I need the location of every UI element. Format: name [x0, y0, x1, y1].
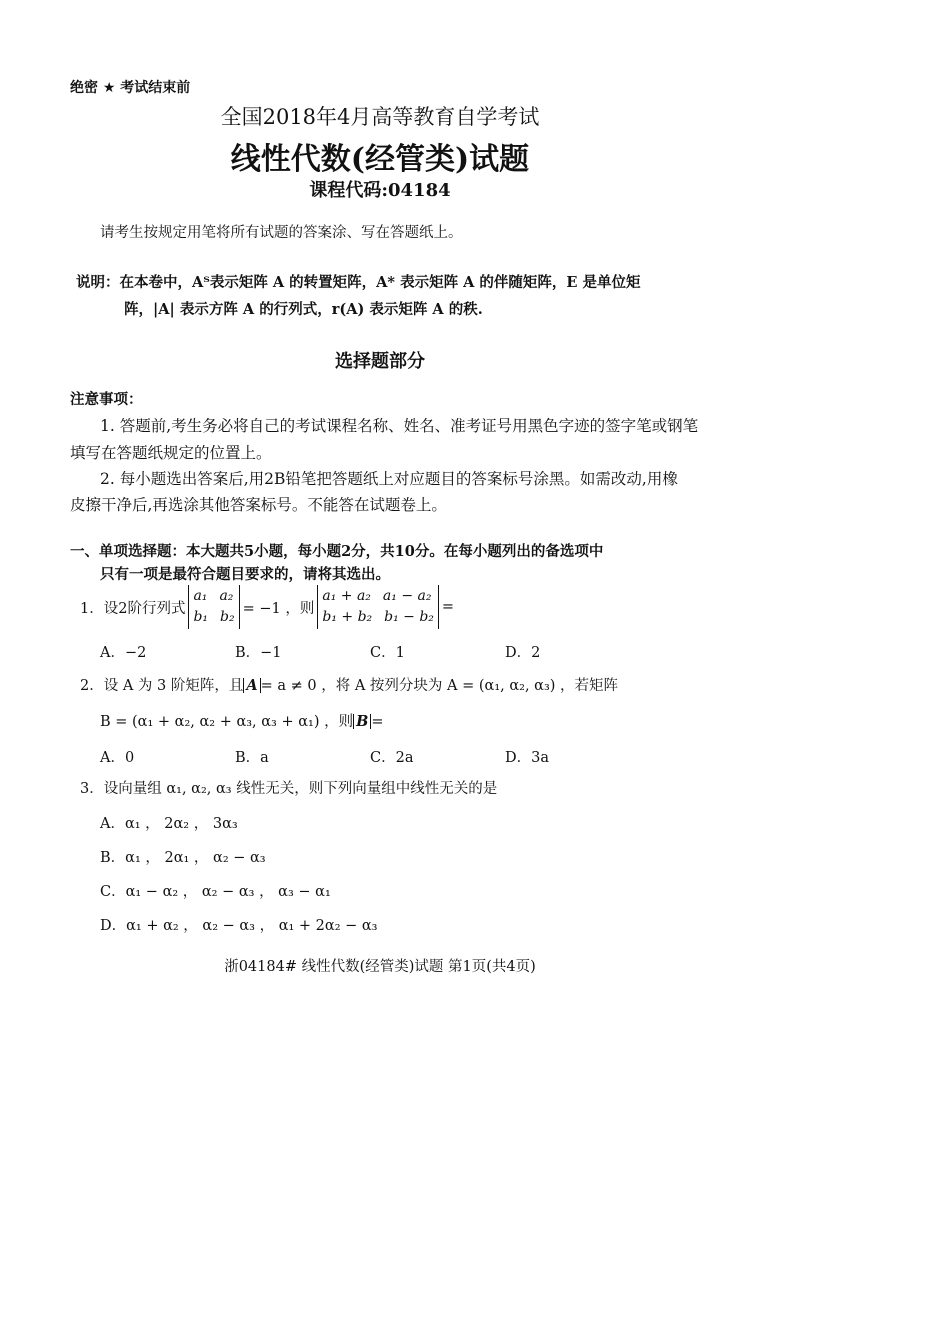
- q2-line2-a: B = (α₁ + α₂, α₂ + α₃, α₃ + α₁) ，则: [100, 714, 354, 730]
- q1-determinant-1: [188, 585, 239, 629]
- attention-heading: 注意事项：: [70, 391, 143, 408]
- det2-r1c2: a₁ − a₂: [382, 588, 432, 604]
- instruction-text: 请考生按规定用笔将所有试题的答案涂、写在答题纸上。: [100, 225, 463, 241]
- q2-abs-a: A: [243, 678, 260, 693]
- section-title: 选择题部分: [335, 351, 425, 372]
- q2-line2-b: =: [371, 714, 384, 730]
- q1-option-b: B．−1: [235, 645, 282, 661]
- q1-option-c: C．1: [370, 645, 405, 661]
- det1-r2c2: b₂: [220, 609, 235, 625]
- det1-r2c1: b₁: [193, 609, 209, 625]
- attention-item-1-line-1: 1. 答题前,考生务必将自己的考试课程名称、姓名、准考证号用黑色字迹的签字笔或钢笔: [100, 417, 699, 435]
- q3-option-a: A．α₁ ， 2α₂ ， 3α₃: [100, 816, 238, 832]
- question-2-line-2: [100, 710, 384, 731]
- det1-r1c2: a₂: [219, 588, 234, 604]
- q1-mid: = −1 ，则: [242, 600, 315, 617]
- q1-option-d: D．2: [505, 645, 541, 661]
- det2-r2c1: b₁ + b₂: [322, 609, 373, 625]
- notes-line-2: 阵，|A| 表示方阵 A 的行列式，r(A) 表示矩阵 A 的秩.: [124, 301, 483, 318]
- q2-option-c: C．2a: [370, 750, 414, 766]
- part1-heading-line-2: 只有一项是最符合题目要求的，请将其选出。: [100, 566, 390, 583]
- q3-option-c: C．α₁ − α₂ ， α₂ − α₃ ， α₃ − α₁: [100, 884, 331, 900]
- attention-item-2-line-1: 2. 每小题选出答案后,用2B铅笔把答题纸上对应题目的答案标号涂黑。如需改动,用橡: [100, 470, 678, 488]
- q2-line1-a: 2．设 A 为 3 阶矩阵，且: [80, 678, 244, 694]
- course-code: 课程代码:04184: [309, 180, 451, 201]
- question-1-stem: [80, 585, 454, 629]
- q1-suffix: =: [441, 599, 455, 615]
- det2-r2c2: b₁ − b₂: [384, 609, 434, 625]
- q2-abs-b: B: [353, 714, 371, 729]
- attention-item-1-line-2: 填写在答题纸规定的位置上。: [70, 444, 272, 462]
- q3-option-b: B．α₁ ， 2α₁ ， α₂ − α₃: [100, 850, 266, 866]
- paper-title: 线性代数(经管类)试题: [230, 142, 530, 177]
- page-footer: 浙04184# 线性代数(经管类)试题 第1页(共4页): [224, 959, 536, 975]
- q1-determinant-2: [317, 585, 439, 629]
- q3-option-d: D．α₁ + α₂ ， α₂ − α₃ ， α₁ + 2α₂ − α₃: [100, 918, 378, 934]
- attention-item-2-line-2: 皮擦干净后,再选涂其他答案标号。不能答在试题卷上。: [70, 496, 447, 514]
- det1-r1c1: a₁: [193, 588, 208, 604]
- question-3-stem: 3．设向量组 α₁, α₂, α₃ 线性无关，则下列向量组中线性无关的是: [80, 781, 498, 797]
- q2-option-d: D．3a: [505, 750, 549, 766]
- exam-title: 全国2018年4月高等教育自学考试: [220, 105, 540, 129]
- det2-r1c1: a₁ + a₂: [322, 588, 371, 604]
- question-2-line-1: [80, 674, 618, 695]
- q1-prefix: 1．设2阶行列式: [80, 600, 186, 617]
- confidential-label: 绝密 ★ 考试结束前: [70, 80, 191, 96]
- q2-option-a: A．0: [100, 750, 135, 766]
- q2-option-b: B．a: [235, 750, 269, 766]
- q2-line1-b: = a ≠ 0 ，将 A 按列分块为 A = (α₁, α₂, α₃) ，若矩阵: [260, 678, 619, 694]
- notes-line-1: 说明：在本卷中，Aᵀ表示矩阵 A 的转置矩阵，A* 表示矩阵 A 的伴随矩阵，E 是单位矩: [76, 274, 641, 291]
- part1-heading-line-1: 一、单项选择题：本大题共5小题，每小题2分，共10分。在每小题列出的备选项中: [70, 543, 604, 560]
- q1-option-a: A．−2: [100, 645, 147, 661]
